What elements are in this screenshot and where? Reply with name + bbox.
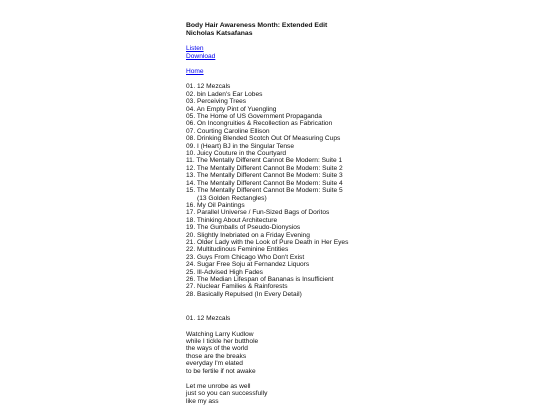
lyric-line: just so you can successfully xyxy=(186,390,268,398)
track-item: 28. Basically Repulsed (In Every Detail) xyxy=(186,290,302,298)
lyric-line: the ways of the world xyxy=(186,345,248,353)
page-content xyxy=(186,22,486,405)
track-item: 19. The Gumballs of Pseudo-Dionysios xyxy=(186,224,301,232)
header xyxy=(186,22,486,37)
track-item: 12. The Mentally Different Cannot Be Modern: Suite 2 xyxy=(186,164,343,172)
lyric-line: those are the breaks xyxy=(186,352,247,360)
track-item: 18. Thinking About Architecture xyxy=(186,216,278,224)
lyric-line: Let me unrobe as well xyxy=(186,383,251,391)
album-title: Body Hair Awareness Month: Extended Edit xyxy=(186,22,328,29)
lyric-stanza xyxy=(186,331,486,375)
tracklist xyxy=(186,83,486,298)
track-item: 10. Juicy Couture in the Courtyard xyxy=(186,150,287,158)
track-item: 04. An Empty Pint of Yuengling xyxy=(186,105,277,113)
track-item: 14. The Mentally Different Cannot Be Modern: Suite 4 xyxy=(186,179,343,187)
track-item: 22. Multitudinous Feminine Entities xyxy=(186,246,289,254)
download-link[interactable]: Download xyxy=(186,52,216,60)
track-item: (13 Golden Rectangles) xyxy=(197,194,267,202)
track-item: 05. The Home of US Government Propaganda xyxy=(186,113,322,121)
track-item: 06. On Incongruities & Recollection as Fabrication xyxy=(186,120,333,128)
lyric-line: to be fertile if not awake xyxy=(186,367,256,375)
track-item: 02. bin Laden's Ear Lobes xyxy=(186,90,263,98)
track-item: 27. Nuclear Families & Rainforests xyxy=(186,283,288,291)
home-link[interactable]: Home xyxy=(186,68,204,75)
track-item: 13. The Mentally Different Cannot Be Modern: Suite 3 xyxy=(186,172,343,180)
track-item: 09. I (Heart) BJ in the Singular Tense xyxy=(186,142,294,150)
listen-link[interactable]: Listen xyxy=(186,45,204,53)
track-item: 25. Ill-Advised High Fades xyxy=(186,268,263,276)
lyric-line: Watching Larry Kudlow xyxy=(186,330,254,338)
artist-name: Nicholas Katsafanas xyxy=(186,29,253,37)
lyric-stanza xyxy=(186,383,486,405)
track-item: 20. Slightly Inebriated on a Friday Evening xyxy=(186,231,310,239)
track-item: 08. Drinking Blended Scotch Out Of Measuring Cups xyxy=(186,135,341,143)
track-item: 26. The Median Lifespan of Bananas is Insufficient xyxy=(186,275,334,283)
track-item: 07. Courting Caroline Ellison xyxy=(186,127,270,135)
track-item: 23. Guys From Chicago Who Don't Exist xyxy=(186,253,305,261)
track-item: 21. Older Lady with the Look of Pure Death in Her Eyes xyxy=(186,238,349,246)
media-links xyxy=(186,45,486,60)
track-item: 17. Parallel Universe / Fun-Sized Bags of Doritos xyxy=(186,209,330,217)
lyrics xyxy=(186,331,486,405)
track-item: 16. My Oil Paintings xyxy=(186,201,245,209)
lyric-line: everyday I'm elated xyxy=(186,360,243,368)
lyric-line: while I tickle her butthole xyxy=(186,338,259,345)
lyrics-heading: 01. 12 Mezcals xyxy=(186,315,231,323)
track-item: 03. Perceiving Trees xyxy=(186,98,247,106)
track-item: 01. 12 Mezcals xyxy=(186,83,231,91)
lyric-line: like my ass xyxy=(186,397,219,405)
track-item: 11. The Mentally Different Cannot Be Modern: Suite 1 xyxy=(186,157,343,165)
track-item: 24. Sugar Free Soju at Fernandez Liquors xyxy=(186,261,310,269)
track-item: 15. The Mentally Different Cannot Be Modern: Suite 5 xyxy=(186,187,343,195)
